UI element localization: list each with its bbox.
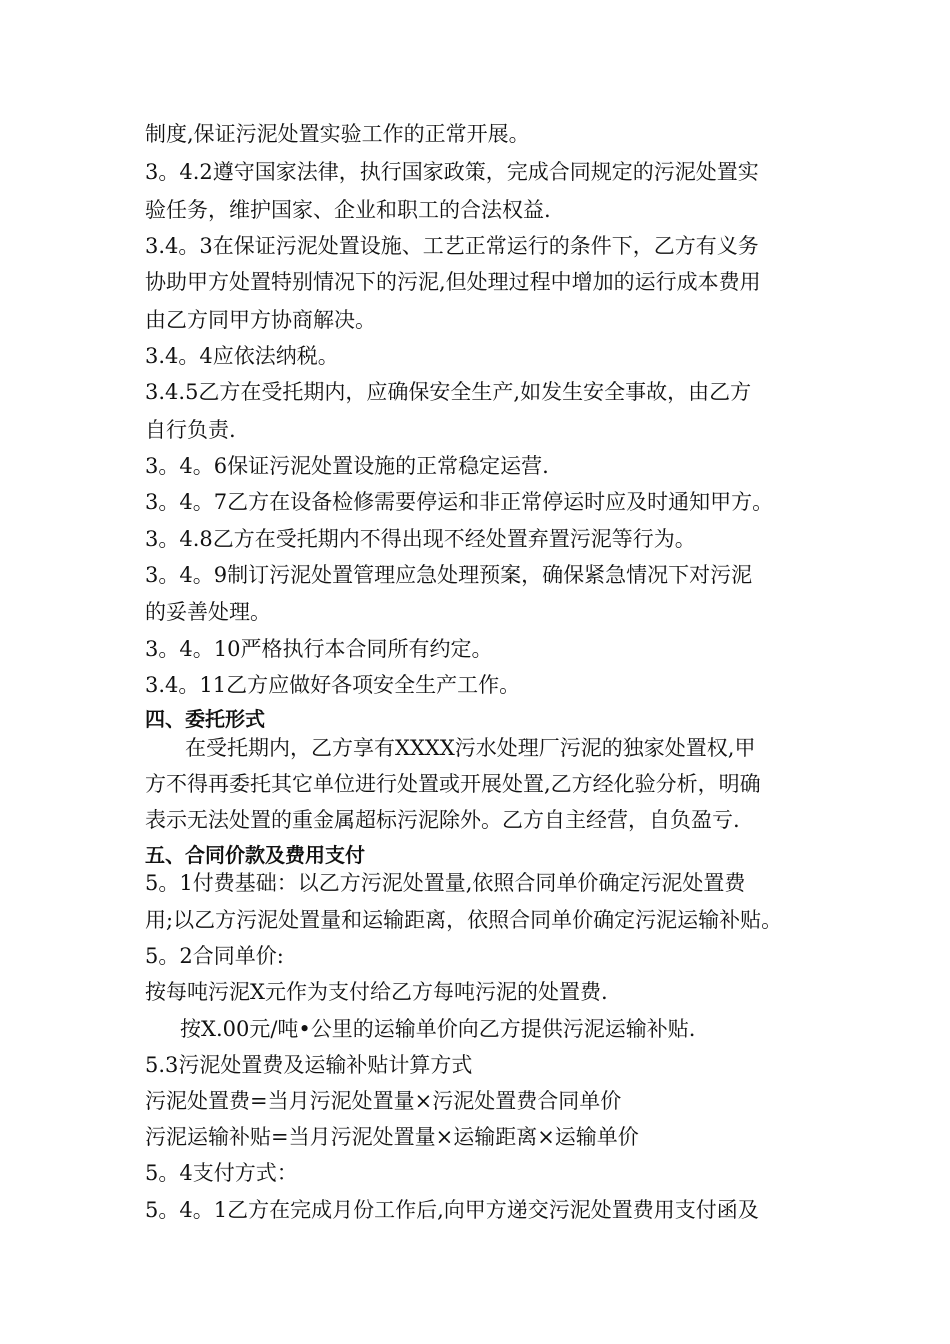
text-line: 5。2合同单价: <box>145 944 284 968</box>
text-line: 3。4。9制订污泥处置管理应急处理预案，确保紧急情况下对污泥 <box>145 563 753 587</box>
text-line: 由乙方同甲方协商解决。 <box>145 308 376 332</box>
paragraph-line: 在受托期内，乙方享有XXXX污水处理厂污泥的独家处置权,甲 <box>185 736 756 760</box>
text-line: 制度,保证污泥处置实验工作的正常开展。 <box>145 122 530 146</box>
text-line: 污泥运输补贴=当月污泥处置量×运输距离×运输单价 <box>145 1125 639 1149</box>
text-line: 3。4。6保证污泥处置设施的正常稳定运营. <box>145 454 549 478</box>
section-heading: 四、委托形式 <box>145 707 265 731</box>
paragraph-line: 方不得再委托其它单位进行处置或开展处置,乙方经化验分析，明确 <box>145 772 761 796</box>
text-line: 用;以乙方污泥处置量和运输距离，依照合同单价确定污泥运输补贴。 <box>145 908 783 932</box>
text-line: 自行负责. <box>145 418 236 442</box>
section-heading: 五、合同价款及费用支付 <box>145 843 365 867</box>
text-line: 协助甲方处置特别情况下的污泥,但处理过程中增加的运行成本费用 <box>145 270 761 294</box>
text-line: 3.4。11乙方应做好各项安全生产工作。 <box>145 673 521 697</box>
text-line: 5.3污泥处置费及运输补贴计算方式 <box>145 1053 473 1077</box>
text-line: 3.4。4应依法纳税。 <box>145 344 339 368</box>
text-line: 3。4。10严格执行本合同所有约定。 <box>145 637 493 661</box>
text-line: 3。4.2遵守国家法律，执行国家政策，完成合同规定的污泥处置实 <box>145 160 759 184</box>
text-line: 的妥善处理。 <box>145 600 271 624</box>
text-line: 3。4.8乙方在受托期内不得出现不经处置弃置污泥等行为。 <box>145 527 696 551</box>
text-line: 3.4。3在保证污泥处置设施、工艺正常运行的条件下，乙方有义务 <box>145 234 759 258</box>
text-line: 3。4。7乙方在设备检修需要停运和非正常停运时应及时通知甲方。 <box>145 490 774 514</box>
text-line: 污泥处置费=当月污泥处置量×污泥处置费合同单价 <box>145 1089 622 1113</box>
text-line: 按每吨污泥X元作为支付给乙方每吨污泥的处置费. <box>145 980 608 1004</box>
text-line: 5。4。1乙方在完成月份工作后,向甲方递交污泥处置费用支付函及 <box>145 1198 759 1222</box>
text-line: 5。4支付方式： <box>145 1161 298 1185</box>
text-line: 3.4.5乙方在受托期内，应确保安全生产,如发生安全事故，由乙方 <box>145 380 752 404</box>
text-line: 验任务，维护国家、企业和职工的合法权益. <box>145 198 551 222</box>
text-line: 按X.00元/吨•公里的运输单价向乙方提供污泥运输补贴. <box>180 1017 696 1041</box>
text-line: 5。1付费基础：以乙方污泥处置量,依照合同单价确定污泥处置费 <box>145 871 746 895</box>
paragraph-line: 表示无法处置的重金属超标污泥除外。乙方自主经营，自负盈亏. <box>145 808 740 832</box>
